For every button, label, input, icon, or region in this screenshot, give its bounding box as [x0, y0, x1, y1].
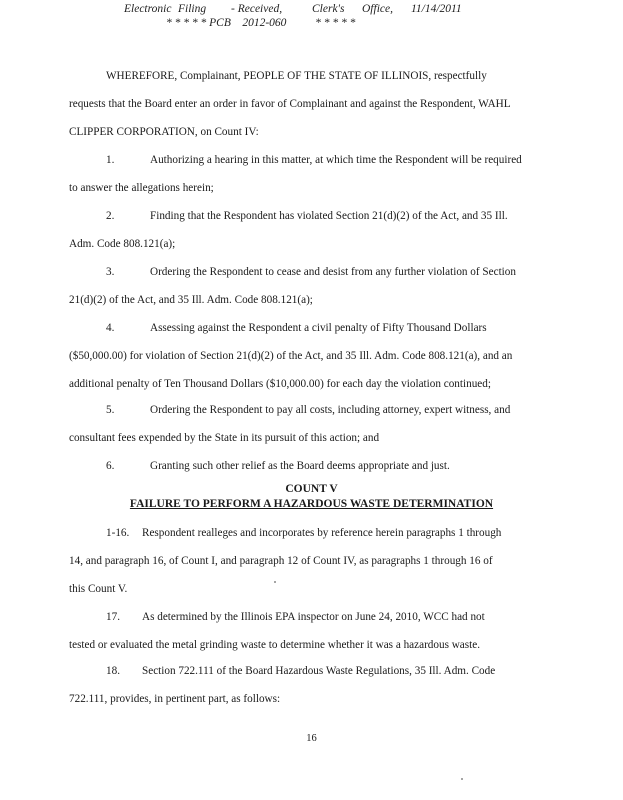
item-line: Ordering the Respondent to pay all costs, including attorney, expert witness, and [150, 404, 511, 416]
header-word: Filing [178, 3, 207, 15]
header-pcb-line: * * * * * PCB 2012-060 * * * * * [166, 17, 356, 29]
paragraph-number: 18. [106, 665, 120, 677]
item-line: Authorizing a hearing in this matter, at which time the Respondent will be required [150, 154, 522, 166]
item-line: 21(d)(2) of the Act, and 35 Ill. Adm. Code 808.121(a); [69, 294, 313, 306]
wherefore-line: requests that the Board enter an order in favor of Complainant and against the Respondent, WAHL [69, 98, 511, 110]
scan-speck [274, 581, 276, 583]
paragraph-number: 1-16. [106, 527, 130, 539]
header-word: Office, [362, 3, 393, 15]
item-line: Assessing against the Respondent a civil penalty of Fifty Thousand Dollars [150, 322, 487, 334]
count-title: COUNT V [285, 483, 338, 495]
scan-speck [461, 778, 463, 780]
item-number: 4. [106, 322, 115, 334]
paragraph-number: 17. [106, 611, 120, 623]
wherefore-line: WHEREFORE, Complainant, PEOPLE OF THE STATE OF ILLINOIS, respectfully [106, 70, 487, 82]
header-word: - Received, [231, 3, 283, 15]
item-number: 3. [106, 266, 115, 278]
paragraph-line: 722.111, provides, in pertinent part, as follows: [69, 693, 281, 705]
item-line: Finding that the Respondent has violated Section 21(d)(2) of the Act, and 35 Ill. [150, 210, 508, 222]
header-word: Electronic [124, 3, 172, 15]
header-date: 11/14/2011 [411, 3, 462, 15]
item-number: 5. [106, 404, 115, 416]
item-number: 2. [106, 210, 115, 222]
paragraph-line: this Count V. [69, 583, 128, 595]
header-word: Clerk's [312, 3, 345, 15]
paragraph-line: tested or evaluated the metal grinding waste to determine whether it was a hazardous waste. [69, 639, 480, 651]
page-number: 16 [306, 733, 317, 744]
item-line: Ordering the Respondent to cease and desist from any further violation of Section [150, 266, 516, 278]
item-number: 1. [106, 154, 115, 166]
paragraph-line: Respondent realleges and incorporates by reference herein paragraphs 1 through [142, 527, 502, 539]
item-line: additional penalty of Ten Thousand Dollars ($10,000.00) for each day the violation continued; [69, 378, 491, 390]
paragraph-line: 14, and paragraph 16, of Count I, and paragraph 12 of Count IV, as paragraphs 1 through 16 of [69, 555, 493, 567]
wherefore-line: CLIPPER CORPORATION, on Count IV: [69, 126, 259, 138]
item-line: to answer the allegations herein; [69, 182, 214, 194]
item-line: ($50,000.00) for violation of Section 21(d)(2) of the Act, and 35 Ill. Adm. Code 808.121(a), and an [69, 350, 513, 362]
item-number: 6. [106, 460, 115, 472]
count-subtitle [0, 498, 623, 510]
paragraph-line: Section 722.111 of the Board Hazardous Waste Regulations, 35 Ill. Adm. Code [142, 665, 496, 677]
count-subtitle-text: FAILURE TO PERFORM A HAZARDOUS WASTE DETERMINATION [129, 498, 494, 510]
paragraph-line: As determined by the Illinois EPA inspector on June 24, 2010, WCC had not [142, 611, 485, 623]
item-line: Adm. Code 808.121(a); [69, 238, 176, 250]
item-line: Granting such other relief as the Board deems appropriate and just. [150, 460, 450, 472]
item-line: consultant fees expended by the State in its pursuit of this action; and [69, 432, 380, 444]
